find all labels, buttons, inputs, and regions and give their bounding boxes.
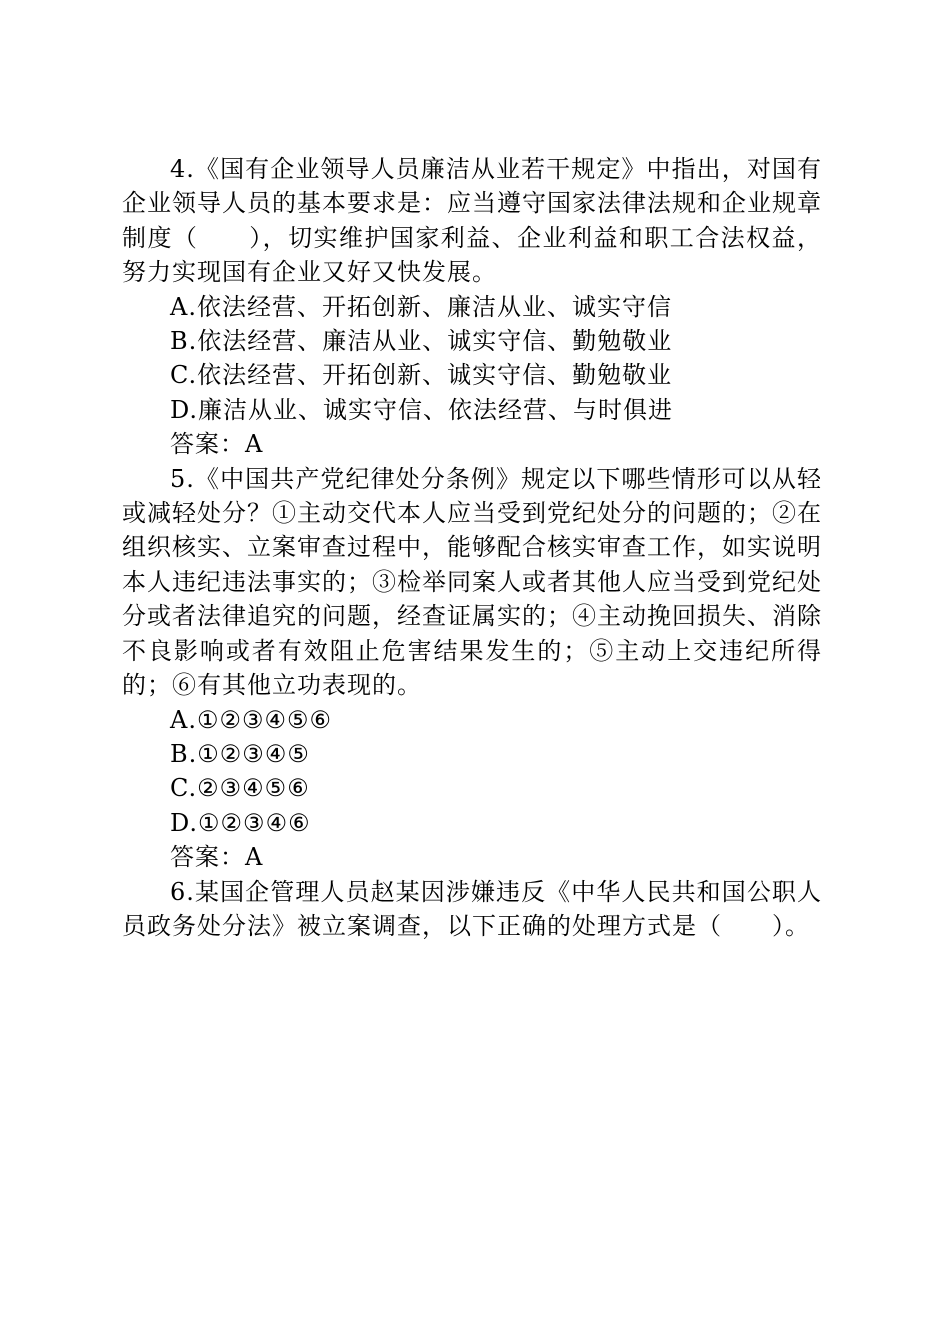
question-5-stem: 5.《中国共产党纪律处分条例》规定以下哪些情形可以从轻或减轻处分？①主动交代本人应当受到党纪处分的问题的；②在组织核实、立案审查过程中，能够配合核实审查工作，如实说明本人违纪违法事实的；③检举同案人或者其他人应当受到党纪处分或者法律追究的问题，经查证属实的；④主动挽回损失、消除不良影响或者有效阻止危害结果发生的；⑤主动上交违纪所得的；⑥有其他立功表现的。 (122, 464, 822, 700)
question-4-option-a: A.依法经营、开拓创新、廉洁从业、诚实守信 (170, 292, 672, 321)
question-5-option-d: D.①②③④⑥ (170, 808, 311, 837)
question-4-option-b: B.依法经营、廉洁从业、诚实守信、勤勉敬业 (170, 327, 673, 356)
question-5-option-c: C.②③④⑤⑥ (170, 774, 310, 803)
question-6-stem: 6.某国企管理人员赵某因涉嫌违反《中华人民共和国公职人员政务处分法》被立案调查，以下正确的处理方式是（ ）。 (122, 877, 822, 940)
question-4 (122, 152, 822, 462)
question-4-option-c: C.依法经营、开拓创新、诚实守信、勤勉敬业 (170, 361, 673, 390)
question-4-stem: 4.《国有企业领导人员廉洁从业若干规定》中指出，对国有企业领导人员的基本要求是：应当遵守国家法律法规和企业规章制度（ ），切实维护国家利益、企业利益和职工合法权益，努力实现国有企业又好又快发展。 (122, 155, 822, 287)
question-5-answer: 答案：A (170, 843, 264, 872)
question-list (122, 152, 822, 943)
question-5-option-b: B.①②③④⑤ (170, 739, 310, 768)
question-6 (122, 875, 822, 944)
question-5-option-a: A.①②③④⑤⑥ (170, 705, 333, 734)
question-5 (122, 462, 822, 875)
question-4-answer: 答案：A (170, 430, 264, 459)
question-4-option-d: D.廉洁从业、诚实守信、依法经营、与时俱进 (170, 395, 674, 424)
